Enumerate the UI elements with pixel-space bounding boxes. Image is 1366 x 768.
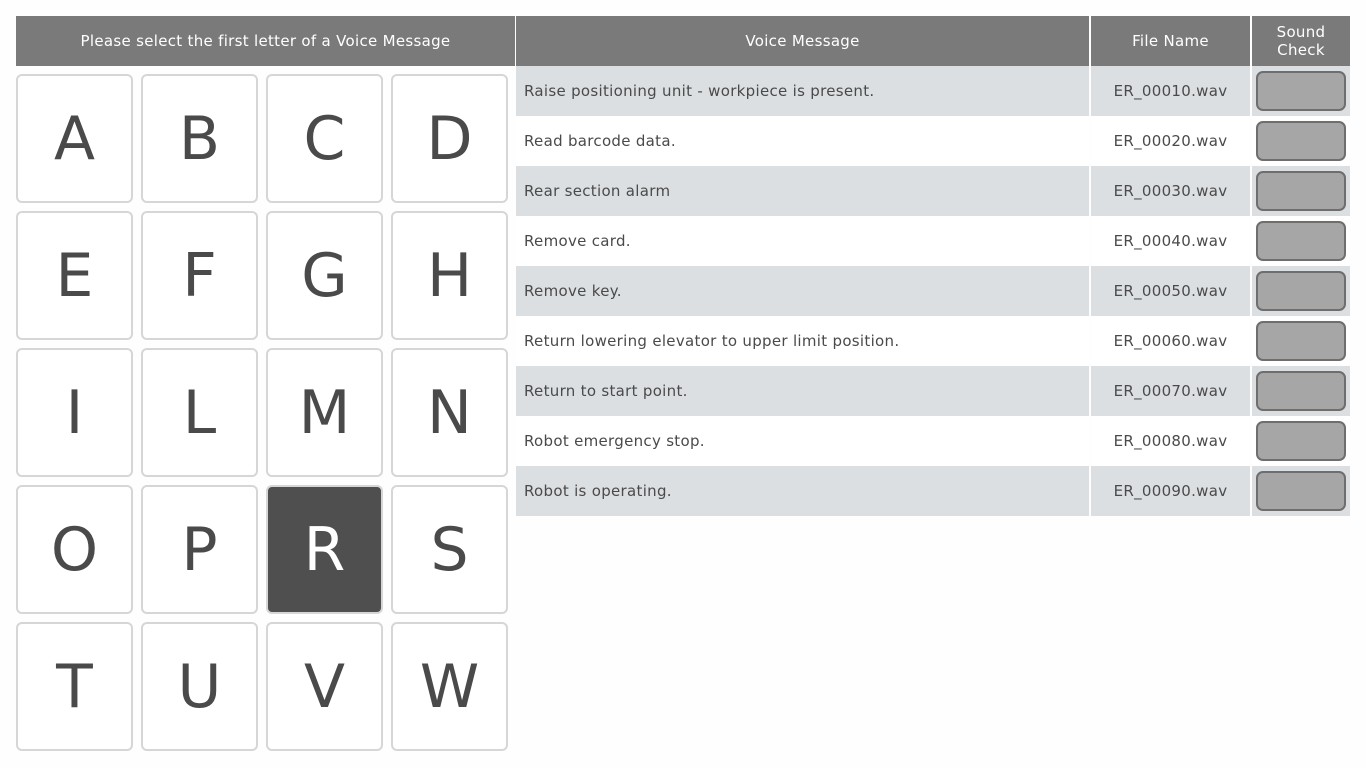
voice-message-cell: Robot is operating. xyxy=(516,466,1089,516)
column-header-voice-message: Voice Message xyxy=(516,16,1089,66)
sound-check-cell xyxy=(1252,416,1350,466)
table-row xyxy=(516,416,1350,466)
sound-check-cell xyxy=(1252,366,1350,416)
letter-button-s[interactable]: S xyxy=(391,485,508,614)
sound-check-cell xyxy=(1252,466,1350,516)
table-row xyxy=(516,116,1350,166)
file-name-cell: ER_00070.wav xyxy=(1091,366,1250,416)
letter-grid xyxy=(16,74,508,752)
file-name-cell: ER_00020.wav xyxy=(1091,116,1250,166)
sound-check-button[interactable] xyxy=(1256,321,1346,361)
sound-check-cell xyxy=(1252,116,1350,166)
sound-check-button[interactable] xyxy=(1256,121,1346,161)
letter-button-g[interactable]: G xyxy=(266,211,383,340)
voice-message-cell: Remove key. xyxy=(516,266,1089,316)
voice-message-cell: Raise positioning unit - workpiece is present. xyxy=(516,66,1089,116)
letter-button-l[interactable]: L xyxy=(141,348,258,477)
table-row xyxy=(516,366,1350,416)
voice-message-cell: Return to start point. xyxy=(516,366,1089,416)
sound-check-cell xyxy=(1252,266,1350,316)
voice-message-cell: Read barcode data. xyxy=(516,116,1089,166)
sound-check-button[interactable] xyxy=(1256,71,1346,111)
letter-button-h[interactable]: H xyxy=(391,211,508,340)
voice-message-cell: Return lowering elevator to upper limit position. xyxy=(516,316,1089,366)
letter-select-header xyxy=(16,16,515,66)
letter-button-n[interactable]: N xyxy=(391,348,508,477)
sound-check-button[interactable] xyxy=(1256,471,1346,511)
column-header-file-name: File Name xyxy=(1091,16,1250,66)
file-name-cell: ER_00040.wav xyxy=(1091,216,1250,266)
voice-message-cell: Remove card. xyxy=(516,216,1089,266)
file-name-cell: ER_00080.wav xyxy=(1091,416,1250,466)
sound-check-button[interactable] xyxy=(1256,221,1346,261)
letter-button-v[interactable]: V xyxy=(266,622,383,751)
letter-button-f[interactable]: F xyxy=(141,211,258,340)
table-row xyxy=(516,466,1350,516)
letter-select-header-text: Please select the first letter of a Voice Message xyxy=(80,32,451,50)
letter-button-c[interactable]: C xyxy=(266,74,383,203)
table-row xyxy=(516,266,1350,316)
sound-check-cell xyxy=(1252,316,1350,366)
letter-button-m[interactable]: M xyxy=(266,348,383,477)
letter-button-d[interactable]: D xyxy=(391,74,508,203)
letter-button-o[interactable]: O xyxy=(16,485,133,614)
letter-button-r[interactable]: R xyxy=(266,485,383,614)
letter-button-b[interactable]: B xyxy=(141,74,258,203)
sound-check-cell xyxy=(1252,66,1350,116)
sound-check-cell xyxy=(1252,166,1350,216)
letter-button-t[interactable]: T xyxy=(16,622,133,751)
sound-check-button[interactable] xyxy=(1256,371,1346,411)
column-header-sound-check xyxy=(1252,16,1350,66)
voice-message-cell: Rear section alarm xyxy=(516,166,1089,216)
sound-check-button[interactable] xyxy=(1256,171,1346,211)
file-name-cell: ER_00060.wav xyxy=(1091,316,1250,366)
letter-button-a[interactable]: A xyxy=(16,74,133,203)
sound-check-button[interactable] xyxy=(1256,271,1346,311)
letter-button-w[interactable]: W xyxy=(391,622,508,751)
table-row xyxy=(516,66,1350,116)
letter-button-u[interactable]: U xyxy=(141,622,258,751)
sound-check-cell xyxy=(1252,216,1350,266)
table-row xyxy=(516,316,1350,366)
file-name-cell: ER_00030.wav xyxy=(1091,166,1250,216)
voice-message-table xyxy=(516,66,1350,516)
letter-button-p[interactable]: P xyxy=(141,485,258,614)
table-row xyxy=(516,166,1350,216)
file-name-cell: ER_00090.wav xyxy=(1091,466,1250,516)
sound-check-button[interactable] xyxy=(1256,421,1346,461)
file-name-cell: ER_00050.wav xyxy=(1091,266,1250,316)
table-row xyxy=(516,216,1350,266)
letter-button-e[interactable]: E xyxy=(16,211,133,340)
table-header xyxy=(516,16,1350,66)
column-header-sound-check-label: Sound Check xyxy=(1276,23,1326,59)
file-name-cell: ER_00010.wav xyxy=(1091,66,1250,116)
letter-button-i[interactable]: I xyxy=(16,348,133,477)
voice-message-cell: Robot emergency stop. xyxy=(516,416,1089,466)
